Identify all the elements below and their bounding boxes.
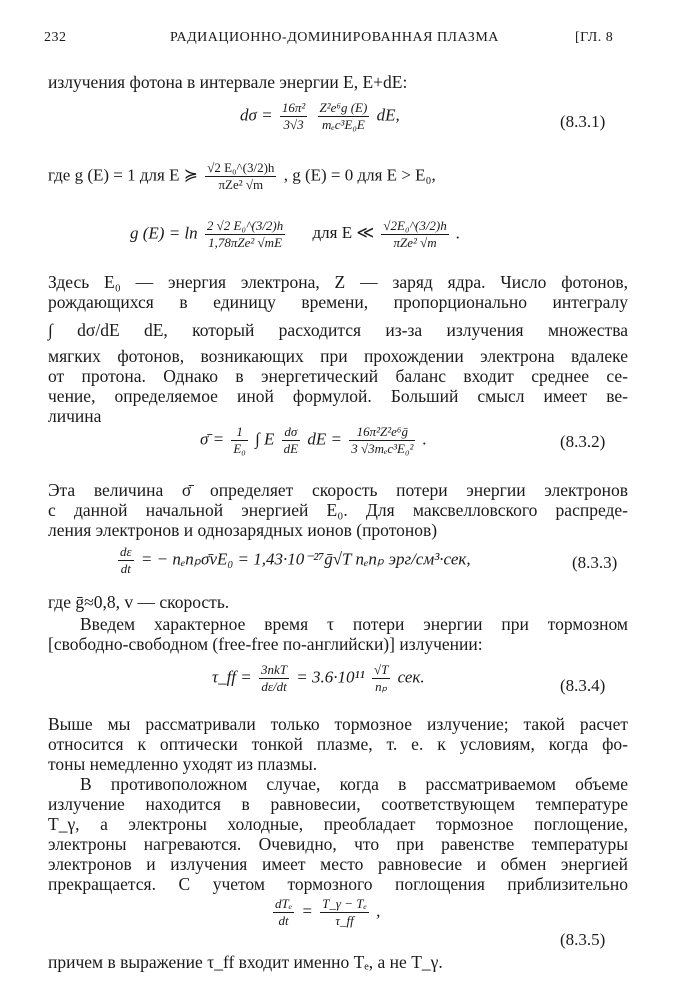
cond1-f-den: πZe² √m (218, 177, 264, 192)
eq4-f2-den: nₚ (375, 679, 388, 694)
eq5-f2-num: T_γ − Tₑ (322, 896, 367, 911)
eq5-f1-num: dTₑ (275, 896, 293, 911)
eq2-f1-num: 1 (231, 424, 247, 441)
eq4-f1-num: 3nkT (261, 662, 288, 677)
eq5-fraction-2 (320, 896, 369, 929)
para1-line-6: чение, определяемое иной формулой. Больший смысл имеет ве- (48, 386, 628, 406)
eq1-fraction-1 (280, 100, 307, 133)
intro-line: излучения фотона в интервале энергии E, E+dE: (48, 72, 408, 92)
cond2-lhs: g (E) = ln (130, 223, 198, 243)
eq1-f1-den: 3√3 (283, 117, 304, 132)
eq4-f1-den: dε/dt (261, 679, 287, 694)
eq2-f1-den: E₀ (233, 441, 246, 456)
eq4-mid: = 3.6·10¹¹ (296, 667, 365, 687)
eq1-fraction-2 (318, 100, 370, 133)
cond1-text-b: , g (E) = 0 для E > E₀, (283, 165, 436, 185)
equation-number-8-3-3: (8.3.3) (572, 553, 618, 572)
cond1-fraction (205, 160, 276, 193)
para2-line-2: с данной начальной энергией E₀. Для максвелловского распреде- (48, 500, 628, 520)
eq4-fraction-2 (372, 662, 390, 695)
para2-line-1: Эта величина σ̄ определяет скорость потери энергии электронов (48, 480, 628, 500)
equation-8-3-4 (212, 662, 425, 695)
eq5-fraction-1 (273, 896, 294, 929)
equation-number-8-3-4: (8.3.4) (560, 676, 606, 695)
last-line: причем в выражение τ_ff входит именно Tₑ, а не T_γ. (48, 952, 443, 972)
eq4-f2-num: √T (373, 662, 389, 677)
g-line: где ḡ≈0,8, v — скорость. (48, 592, 230, 612)
condition-line-1 (48, 160, 436, 193)
para4-line-1: Выше мы рассматривали только тормозное излучение; такой расчет (48, 714, 628, 734)
page-number: 232 (44, 30, 67, 45)
cond2-fraction-1 (205, 218, 285, 251)
para5-line-4: электроны нагреваются. Очевидно, что при равенстве температуры (48, 834, 628, 854)
equation-8-3-2 (200, 424, 427, 457)
eq3-f-den: dt (120, 561, 131, 576)
eq5-f2-den: τ_ff (335, 913, 354, 928)
cond2-mid: для E ≪ (312, 223, 375, 243)
eq2-fraction-3 (349, 424, 415, 457)
cond2-f2-num: √2E₀^(3/2)h (383, 218, 447, 233)
eq1-rhs: dE, (376, 105, 400, 125)
eq2-mid2: dE = (307, 429, 342, 449)
para4-line-2: относится к оптически тонкой плазме, т. е. к условиям, когда фо- (48, 734, 628, 754)
para3-line-2: [свободно-свободном (free-free по-английски)] излучении: (48, 634, 483, 654)
para1-line-1: Здесь E₀ — энергия электрона, Z — заряд ядра. Число фотонов, (48, 272, 628, 292)
para1-line-5: от протона. Однако в энергетический баланс входит среднее се- (48, 366, 628, 386)
chapter-label: [ГЛ. 8 (575, 30, 614, 45)
para5-line-1: В противоположном случае, когда в рассматриваемом объеме (80, 774, 628, 794)
eq4-fraction-1 (259, 662, 289, 695)
cond2-f2-den: πZe² √m (393, 235, 437, 250)
eq2-f3-den: 3 √3mₑc³E₀² (351, 441, 414, 456)
running-title: РАДИАЦИОННО-ДОМИНИРОВАННАЯ ПЛАЗМА (170, 30, 499, 45)
para1-line-3: ∫ dσ/dE dE, который расходится из-за излучения множества (48, 320, 628, 340)
para2-line-3: ления электронов и однозарядных ионов (протонов) (48, 520, 438, 540)
cond1-f-num: √2 E₀^(3/2)h (207, 160, 275, 175)
eq2-mid: ∫ E (255, 429, 275, 449)
equation-number-8-3-2: (8.3.2) (560, 432, 606, 451)
para3-line-1: Введем характерное время τ потери энергии при тормозном (80, 614, 628, 634)
eq2-f2-num: dσ (282, 424, 300, 441)
eq3-rhs: = − nₑnₚσ̄vE₀ = 1,43·10⁻²⁷ḡ√T nₑnₚ эрг/см³·сек, (140, 549, 471, 569)
para5-line-3: T_γ, а электроны холодные, преобладает тормозное поглощение, (48, 814, 628, 834)
condition-line-2 (130, 218, 460, 251)
eq3-f-num: dε (120, 544, 132, 559)
cond1-text-a: где g (E) = 1 для E ≽ (48, 165, 198, 185)
eq3-fraction (118, 544, 134, 577)
cond2-f1-den: 1,78πZe² √mE (208, 235, 283, 250)
para5-line-6: прекращается. С учетом тормозного поглощения приблизительно (48, 874, 628, 894)
equation-8-3-5 (270, 896, 380, 929)
equation-number-8-3-1: (8.3.1) (560, 112, 606, 131)
eq1-lhs: dσ = (240, 105, 273, 125)
eq4-lhs: τ_ff = (212, 667, 252, 687)
eq2-f3-num: 16π²Z²e⁶ḡ (349, 424, 415, 441)
equation-8-3-1 (240, 100, 400, 133)
para4-line-3: тоны немедленно уходят из плазмы. (48, 754, 318, 774)
para1-line-4: мягких фотонов, возникающих при прохождении электрона вдалеке (48, 346, 628, 366)
cond2-f1-num: 2 √2 E₀^(3/2)h (206, 218, 284, 233)
para5-line-2: излучение находится в равновесии, соответствующем температуре (48, 794, 628, 814)
para1-line-7: личина (48, 406, 102, 426)
para1-line-2: рождающихся в единицу времени, пропорционально интегралу (48, 292, 628, 312)
cond2-fraction-2 (381, 218, 448, 251)
para5-line-5: электронов и излучения имеет место равновесие и обмен энергией (48, 854, 628, 874)
equation-8-3-3 (115, 544, 471, 577)
eq5-end: , (376, 901, 381, 921)
eq2-end: . (422, 429, 427, 449)
eq2-f2-den: dE (283, 441, 299, 456)
eq2-lhs: σ̄ = (200, 429, 225, 449)
eq2-fraction-2 (282, 424, 300, 457)
cond2-end: . (456, 223, 461, 243)
eq1-f2-num: Z²e⁶g (E) (319, 100, 368, 115)
equation-number-8-3-5: (8.3.5) (560, 930, 606, 949)
eq4-end: сек. (397, 667, 425, 687)
eq5-f1-den: dt (278, 913, 289, 928)
eq5-mid: = (301, 901, 313, 921)
eq2-fraction-1 (231, 424, 247, 457)
eq1-f2-den: mₑc³E₀E (321, 117, 365, 132)
eq1-f1-num: 16π² (281, 100, 306, 115)
